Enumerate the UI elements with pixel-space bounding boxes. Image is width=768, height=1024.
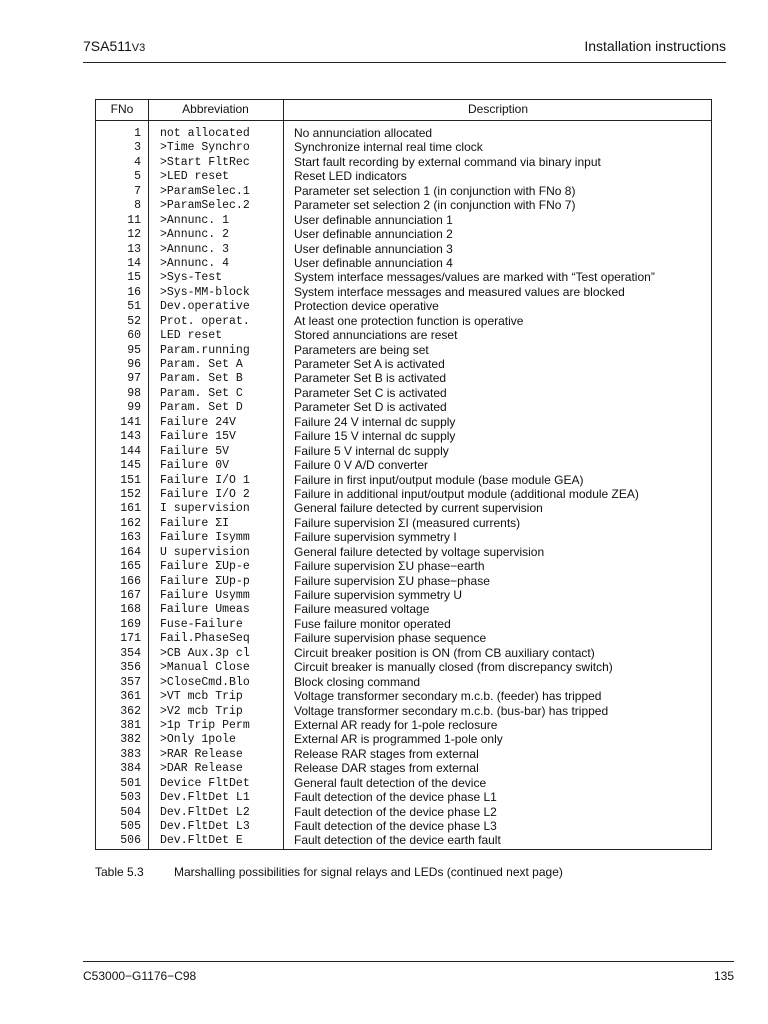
abbreviation-cell: >Annunc. 1	[160, 213, 230, 227]
description-cell: User definable annunciation 3	[294, 241, 453, 256]
fno-cell: 505	[120, 820, 141, 833]
description-cell: Failure 0 V A/D converter	[294, 458, 429, 473]
abbreviation-cell: >Annunc. 2	[160, 228, 230, 242]
description-cell: General failure detected by current supervision	[294, 501, 543, 516]
table-row	[96, 473, 711, 487]
fno-cell: 357	[120, 675, 141, 689]
abbreviation-cell: Failure ΣUp-e	[160, 560, 250, 574]
header-divider	[96, 120, 711, 121]
abbreviation-cell: Failure Umeas	[160, 603, 250, 617]
description-cell: Fault detection of the device phase L1	[294, 790, 497, 805]
column-header-description: Description	[467, 102, 529, 116]
fno-cell: 361	[120, 690, 141, 704]
abbreviation-cell: Param. Set C	[160, 386, 243, 400]
page-number: 135	[713, 969, 734, 983]
description-cell: Failure in additional input/output module (additional module ZEA)	[294, 486, 639, 501]
description-cell: Parameter Set B is activated	[294, 371, 447, 386]
marshalling-table	[95, 99, 712, 850]
table-row	[96, 169, 711, 183]
model-name	[83, 38, 145, 54]
table-row	[96, 429, 711, 443]
fno-cell: 96	[127, 358, 141, 371]
table-row	[96, 776, 711, 790]
abbreviation-cell: Dev.operative	[160, 300, 250, 314]
description-cell: Failure supervision ΣI (measured currents)	[294, 515, 521, 530]
table-row	[96, 574, 711, 588]
fno-cell: 141	[120, 415, 141, 429]
abbreviation-cell: >Annunc. 4	[160, 256, 230, 270]
fno-cell: 501	[120, 776, 141, 790]
description-cell: User definable annunciation 1	[294, 212, 453, 227]
description-cell: Failure supervision symmetry I	[294, 530, 457, 545]
table-row	[96, 704, 711, 718]
abbreviation-cell: Fuse-Failure	[160, 617, 243, 631]
description-cell: System interface messages/values are marked with “Test operation”	[294, 270, 655, 285]
abbreviation-cell: Param. Set A	[160, 358, 243, 371]
abbreviation-cell: Dev.FltDet L3	[160, 820, 250, 833]
fno-cell: 13	[127, 242, 141, 256]
fno-cell: 144	[120, 444, 141, 458]
table-row	[96, 270, 711, 284]
table-row	[96, 805, 711, 819]
description-cell: Parameter Set A is activated	[294, 357, 445, 371]
abbreviation-cell: Failure 24V	[160, 415, 236, 429]
table-row	[96, 646, 711, 660]
table-row	[96, 833, 711, 847]
page-header	[83, 36, 726, 63]
abbreviation-cell: >Annunc. 3	[160, 242, 230, 256]
table-caption-text: Marshalling possibilities for signal relays and LEDs (continued next page)	[174, 865, 563, 879]
description-cell: Block closing command	[294, 674, 421, 689]
fno-cell: 16	[127, 285, 141, 299]
description-cell: Fault detection of the device phase L2	[294, 804, 497, 819]
table-row	[96, 140, 711, 154]
table-row	[96, 415, 711, 429]
table-row	[96, 761, 711, 775]
fno-cell: 152	[120, 487, 141, 501]
description-cell: User definable annunciation 2	[294, 227, 453, 242]
table-row	[96, 126, 711, 140]
description-cell: General failure detected by voltage supervision	[294, 544, 545, 559]
abbreviation-cell: not allocated	[160, 127, 250, 140]
fno-cell: 162	[120, 516, 141, 530]
description-cell: Failure supervision symmetry U	[294, 588, 463, 602]
description-cell: Failure 24 V internal dc supply	[294, 414, 456, 429]
description-cell: Start fault recording by external command via binary input	[294, 154, 601, 169]
description-cell: Circuit breaker position is ON (from CB auxiliary contact)	[294, 645, 595, 660]
abbreviation-cell: Device FltDet	[160, 776, 250, 790]
description-cell: Failure 5 V internal dc supply	[294, 443, 449, 458]
fno-cell: 97	[127, 372, 141, 386]
description-cell: Parameter set selection 1 (in conjunction with FNo 8)	[294, 183, 576, 198]
abbreviation-cell: Failure 0V	[160, 459, 230, 473]
abbreviation-cell: >ParamSelec.2	[160, 199, 250, 213]
table-row	[96, 559, 711, 573]
fno-cell: 15	[127, 271, 141, 285]
table-row	[96, 198, 711, 212]
description-cell: System interface messages and measured values are blocked	[294, 284, 625, 299]
fno-cell: 354	[120, 646, 141, 660]
table-row	[96, 444, 711, 458]
description-cell: Parameter set selection 2 (in conjunction with FNo 7)	[294, 198, 576, 213]
fno-cell: 165	[120, 560, 141, 574]
fno-cell: 381	[120, 718, 141, 732]
fno-cell: 169	[120, 617, 141, 631]
model-suffix: V3	[131, 42, 146, 54]
table-row	[96, 790, 711, 804]
abbreviation-cell: >RAR Release	[160, 747, 243, 761]
description-cell: Fault detection of the device earth fault	[294, 833, 501, 848]
fno-cell: 167	[120, 589, 141, 602]
abbreviation-cell: >CB Aux.3p cl	[160, 646, 250, 660]
table-row	[96, 371, 711, 385]
abbreviation-cell: >ParamSelec.1	[160, 184, 250, 198]
abbreviation-cell: Fail.PhaseSeq	[160, 632, 250, 646]
table-row	[96, 242, 711, 256]
fno-cell: 168	[120, 603, 141, 617]
table-row	[96, 732, 711, 746]
abbreviation-cell: >DAR Release	[160, 762, 243, 776]
fno-cell: 163	[120, 531, 141, 545]
abbreviation-cell: >Sys-Test	[160, 271, 223, 285]
table-row	[96, 285, 711, 299]
description-cell: User definable annunciation 4	[294, 255, 453, 270]
table-row	[96, 256, 711, 270]
table-row	[96, 631, 711, 645]
description-cell: Stored annunciations are reset	[294, 328, 458, 343]
table-row	[96, 155, 711, 169]
fno-cell: 171	[120, 632, 141, 646]
fno-cell: 382	[120, 733, 141, 747]
table-row	[96, 400, 711, 414]
abbreviation-cell: >VT mcb Trip	[160, 690, 243, 704]
abbreviation-cell: >CloseCmd.Blo	[160, 675, 250, 689]
description-cell: Reset LED indicators	[294, 169, 407, 184]
table-row	[96, 617, 711, 631]
column-header-fno: FNo	[110, 102, 134, 116]
abbreviation-cell: Param.running	[160, 343, 250, 357]
fno-cell: 356	[120, 661, 141, 675]
fno-cell: 98	[127, 386, 141, 400]
abbreviation-cell: >Manual Close	[160, 661, 250, 675]
table-row	[96, 501, 711, 515]
abbreviation-cell: Failure ΣUp-p	[160, 574, 250, 588]
table-row	[96, 213, 711, 227]
table-row	[96, 588, 711, 602]
table-row	[96, 819, 711, 833]
table-caption-number: Table 5.3	[95, 865, 144, 879]
document-id: C53000−G1176−C98	[83, 969, 197, 983]
section-title: Installation instructions	[584, 38, 726, 54]
table-row	[96, 314, 711, 328]
fno-cell: 1	[134, 127, 141, 140]
abbreviation-cell: Failure 5V	[160, 444, 230, 458]
fno-cell: 95	[127, 343, 141, 357]
table-row	[96, 530, 711, 544]
table-row	[96, 487, 711, 501]
fno-cell: 384	[120, 762, 141, 776]
table-row	[96, 675, 711, 689]
description-cell: Failure supervision phase sequence	[294, 631, 487, 646]
abbreviation-cell: >Time Synchro	[160, 141, 250, 155]
table-row	[96, 545, 711, 559]
abbreviation-cell: Failure I/O 1	[160, 473, 250, 487]
abbreviation-cell: Failure ΣI	[160, 516, 230, 530]
fno-cell: 7	[134, 184, 141, 198]
fno-cell: 14	[127, 256, 141, 270]
description-cell: At least one protection function is operative	[294, 313, 524, 328]
abbreviation-cell: Param. Set D	[160, 401, 243, 415]
description-cell: Failure supervision ΣU phase−earth	[294, 559, 485, 574]
table-row	[96, 227, 711, 241]
abbreviation-cell: Failure Isymm	[160, 531, 250, 545]
fno-cell: 161	[120, 502, 141, 516]
abbreviation-cell: I supervision	[160, 502, 250, 516]
page-footer	[83, 961, 734, 988]
fno-cell: 506	[120, 834, 141, 848]
table-row	[96, 689, 711, 703]
description-cell: Failure measured voltage	[294, 602, 430, 617]
abbreviation-cell: >Start FltRec	[160, 155, 250, 169]
description-cell: Parameter Set C is activated	[294, 385, 447, 400]
fno-cell: 51	[127, 300, 141, 314]
fno-cell: 5	[134, 170, 141, 184]
table-row	[96, 602, 711, 616]
description-cell: No annunciation allocated	[294, 126, 433, 140]
fno-cell: 504	[120, 805, 141, 819]
description-cell: Synchronize internal real time clock	[294, 140, 483, 155]
fno-cell: 143	[120, 430, 141, 444]
description-cell: Release DAR stages from external	[294, 761, 479, 776]
abbreviation-cell: >LED reset	[160, 170, 230, 184]
description-cell: Fuse failure monitor operated	[294, 616, 451, 631]
fno-cell: 12	[127, 228, 141, 242]
fno-cell: 166	[120, 574, 141, 588]
fno-cell: 52	[127, 314, 141, 328]
table-row	[96, 747, 711, 761]
abbreviation-cell: Prot. operat.	[160, 314, 250, 328]
model-main: 7SA511	[83, 38, 132, 54]
fno-cell: 164	[120, 545, 141, 559]
table-row	[96, 458, 711, 472]
fno-cell: 4	[134, 155, 141, 169]
description-cell: Protection device operative	[294, 299, 439, 314]
description-cell: Release RAR stages from external	[294, 746, 479, 761]
description-cell: Failure 15 V internal dc supply	[294, 429, 456, 444]
fno-cell: 99	[127, 401, 141, 415]
description-cell: External AR ready for 1-pole reclosure	[294, 717, 498, 732]
description-cell: Voltage transformer secondary m.c.b. (feeder) has tripped	[294, 689, 602, 704]
description-cell: External AR is programmed 1-pole only	[294, 732, 503, 747]
fno-cell: 145	[120, 459, 141, 473]
table-row	[96, 299, 711, 313]
table-body	[96, 126, 711, 848]
fno-cell: 362	[120, 704, 141, 718]
abbreviation-cell: Dev.FltDet L1	[160, 791, 250, 805]
abbreviation-cell: Failure I/O 2	[160, 487, 250, 501]
abbreviation-cell: Failure Usymm	[160, 589, 250, 602]
fno-cell: 60	[127, 329, 141, 343]
abbreviation-cell: >V2 mcb Trip	[160, 704, 243, 718]
table-row	[96, 343, 711, 357]
abbreviation-cell: Param. Set B	[160, 372, 243, 386]
table-row	[96, 357, 711, 371]
description-cell: Failure in first input/output module (base module GEA)	[294, 472, 584, 487]
abbreviation-cell: >Sys-MM-block	[160, 285, 250, 299]
description-cell: Failure supervision ΣU phase−phase	[294, 573, 490, 588]
description-cell: Circuit breaker is manually closed (from discrepancy switch)	[294, 660, 613, 675]
abbreviation-cell: Failure 15V	[160, 430, 236, 444]
fno-cell: 151	[120, 473, 141, 487]
description-cell: Voltage transformer secondary m.c.b. (bus-bar) has tripped	[294, 703, 609, 718]
description-cell: Fault detection of the device phase L3	[294, 819, 497, 833]
description-cell: Parameters are being set	[294, 342, 429, 357]
fno-cell: 503	[120, 791, 141, 805]
abbreviation-cell: Dev.FltDet L2	[160, 805, 250, 819]
fno-cell: 383	[120, 747, 141, 761]
abbreviation-cell: >Only 1pole	[160, 733, 236, 747]
table-row	[96, 660, 711, 674]
description-cell: Parameter Set D is activated	[294, 400, 447, 415]
column-header-abbreviation: Abbreviation	[182, 102, 249, 116]
abbreviation-cell: U supervision	[160, 545, 250, 559]
abbreviation-cell: Dev.FltDet E	[160, 834, 243, 848]
table-row	[96, 386, 711, 400]
table-row	[96, 184, 711, 198]
fno-cell: 3	[134, 141, 141, 155]
table-row	[96, 328, 711, 342]
fno-cell: 11	[127, 213, 141, 227]
table-row	[96, 718, 711, 732]
abbreviation-cell: LED reset	[160, 329, 223, 343]
abbreviation-cell: >1p Trip Perm	[160, 718, 250, 732]
table-row	[96, 516, 711, 530]
description-cell: General fault detection of the device	[294, 775, 487, 790]
fno-cell: 8	[134, 199, 141, 213]
